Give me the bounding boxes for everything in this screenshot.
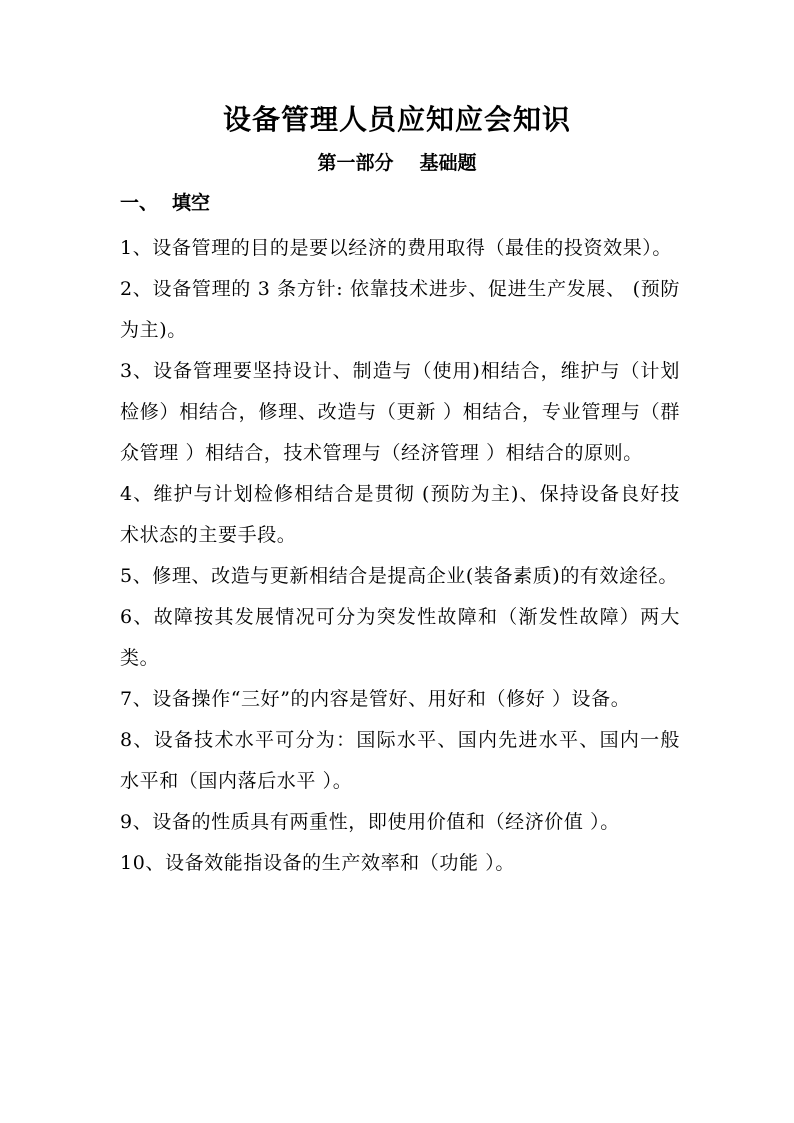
section-number: 一、 <box>120 192 159 214</box>
section-title: 填空 <box>172 192 211 214</box>
question-list <box>120 228 680 884</box>
question-item-8: 8、设备技术水平可分为：国际水平、国内先进水平、国内一般水平和（国内落后水平 ）。 <box>120 729 680 792</box>
part-subtitle: 基础题 <box>419 152 477 174</box>
section-heading <box>120 188 210 215</box>
question-item-6: 6、故障按其发展情况可分为突发性故障和（渐发性故障）两大类。 <box>120 606 680 669</box>
question-item-3: 3、设备管理要坚持设计、制造与（使用)相结合，维护与（计划检修）相结合，修理、改造与（更新 ）相结合，专业管理与（群众管理 ）相结合，技术管理与（经济管理 ）相结合的原则。 <box>120 360 680 464</box>
question-item-7: 7、设备操作“三好”的内容是管好、用好和（修好 ）设备。 <box>120 688 631 710</box>
question-item-2: 2、设备管理的 3 条方针: 依靠技术进步、促进生产发展、 (预防为主)。 <box>120 278 680 341</box>
question-item-1: 1、设备管理的目的是要以经济的费用取得（最佳的投资效果）。 <box>120 237 672 259</box>
part-heading <box>0 148 794 175</box>
question-item-4: 4、维护与计划检修相结合是贯彻 (预防为主)、保持设备良好技术状态的主要手段。 <box>120 483 680 546</box>
question-item-5: 5、修理、改造与更新相结合是提高企业(装备素质)的有效途径。 <box>120 565 678 587</box>
question-item-10: 10、设备效能指设备的生产效率和（功能 ）。 <box>120 852 515 874</box>
part-title: 第一部分 <box>317 152 394 174</box>
document-title: 设备管理人员应知应会知识 <box>222 103 571 136</box>
question-item-9: 9、设备的性质具有两重性，即使用价值和（经济价值 ）。 <box>120 811 620 833</box>
